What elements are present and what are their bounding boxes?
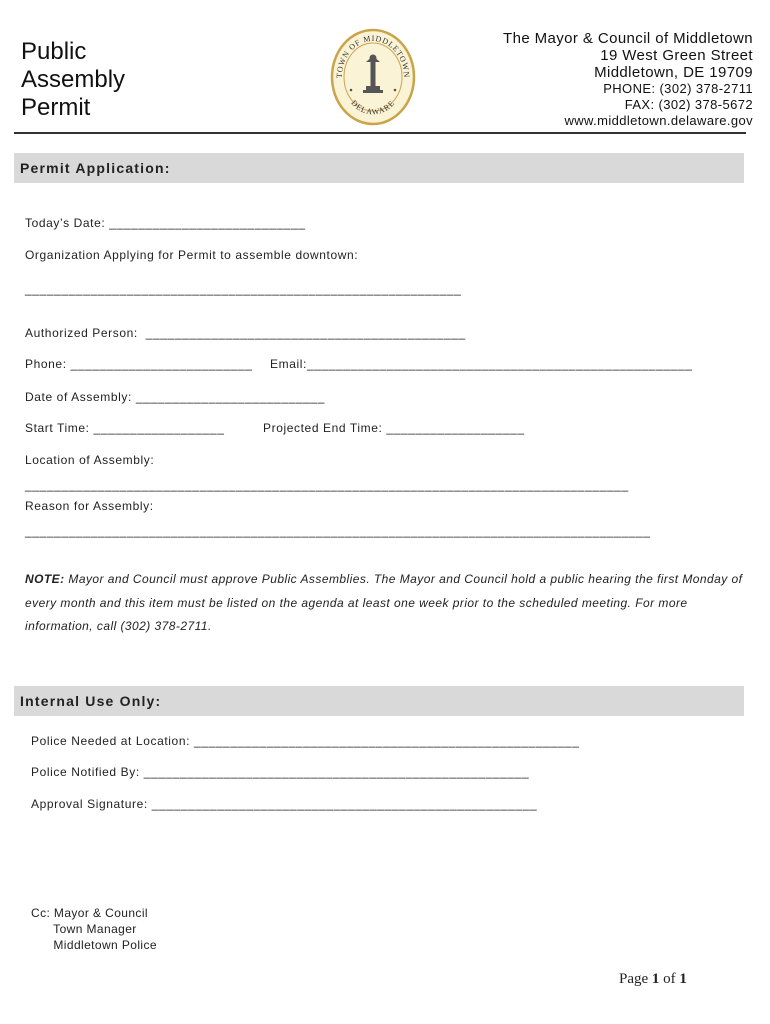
cc-list: [31, 905, 157, 953]
organization-label: Organization Applying for Permit to assemble downtown:: [25, 248, 359, 262]
page-number: Page 1 of 1: [619, 971, 687, 987]
organization-field[interactable]: ____________________________________________________________: [25, 282, 462, 296]
phone-field[interactable]: Phone: _________________________: [25, 357, 253, 371]
section-heading: Internal Use Only:: [20, 693, 162, 709]
date-of-assembly-field[interactable]: Date of Assembly: __________________________: [25, 390, 325, 404]
permit-application-header: [14, 153, 744, 183]
current-page: 1: [651, 971, 660, 987]
cc-line: Middletown Police: [31, 938, 157, 952]
town-seal-logo: [330, 28, 416, 126]
note-label: NOTE:: [25, 572, 65, 586]
start-time-field[interactable]: Start Time: __________________: [25, 421, 225, 435]
section-heading: Permit Application:: [20, 160, 171, 176]
title-line: Permit: [21, 94, 91, 121]
title-line: Public: [21, 38, 87, 65]
cc-line: Cc: Mayor & Council: [31, 906, 148, 920]
location-field[interactable]: ___________________________________________________________________________________: [25, 478, 629, 492]
header-divider: [14, 132, 746, 134]
note-text: Mayor and Council must approve Public Assemblies. The Mayor and Council hold a public hearing the first Monday of every month and this item must be listed on the agenda at least one week prior to the scheduled meeting. For more information, call (302) 378-2711.: [25, 572, 743, 633]
title-line: Assembly: [21, 66, 126, 93]
approval-note: [25, 568, 745, 639]
seal-top-text: TOWN OF MIDDLETOWN: [334, 33, 412, 79]
address-line: Middletown, DE 19709: [594, 64, 753, 81]
authorized-person-field[interactable]: Authorized Person: ____________________________________________: [25, 326, 466, 340]
email-field[interactable]: Email:_____________________________________________________: [270, 357, 693, 371]
police-needed-field[interactable]: Police Needed at Location: _____________________________________________________: [31, 734, 580, 748]
internal-use-header: [14, 686, 744, 716]
document-title: [21, 38, 125, 122]
cc-line: Town Manager: [31, 922, 137, 936]
approval-signature-field[interactable]: Approval Signature: _____________________________________________________: [31, 797, 538, 811]
police-notified-field[interactable]: Police Notified By: _____________________________________________________: [31, 765, 530, 779]
address-line: The Mayor & Council of Middletown: [503, 30, 753, 47]
reason-field[interactable]: ______________________________________________________________________________________: [25, 524, 651, 538]
phone-line: PHONE: (302) 378-2711: [603, 81, 753, 96]
seal-bottom-text: DELAWARE: [349, 98, 397, 117]
total-pages: 1: [679, 971, 687, 987]
todays-date-field[interactable]: Today’s Date: ___________________________: [25, 216, 306, 230]
end-time-field[interactable]: Projected End Time: ___________________: [263, 421, 525, 435]
council-address-block: [503, 30, 753, 129]
location-label: Location of Assembly:: [25, 453, 155, 467]
address-line: 19 West Green Street: [600, 47, 753, 64]
website-link[interactable]: www.middletown.delaware.gov: [564, 113, 753, 128]
fax-line: FAX: (302) 378-5672: [624, 97, 753, 112]
reason-label: Reason for Assembly:: [25, 499, 154, 513]
